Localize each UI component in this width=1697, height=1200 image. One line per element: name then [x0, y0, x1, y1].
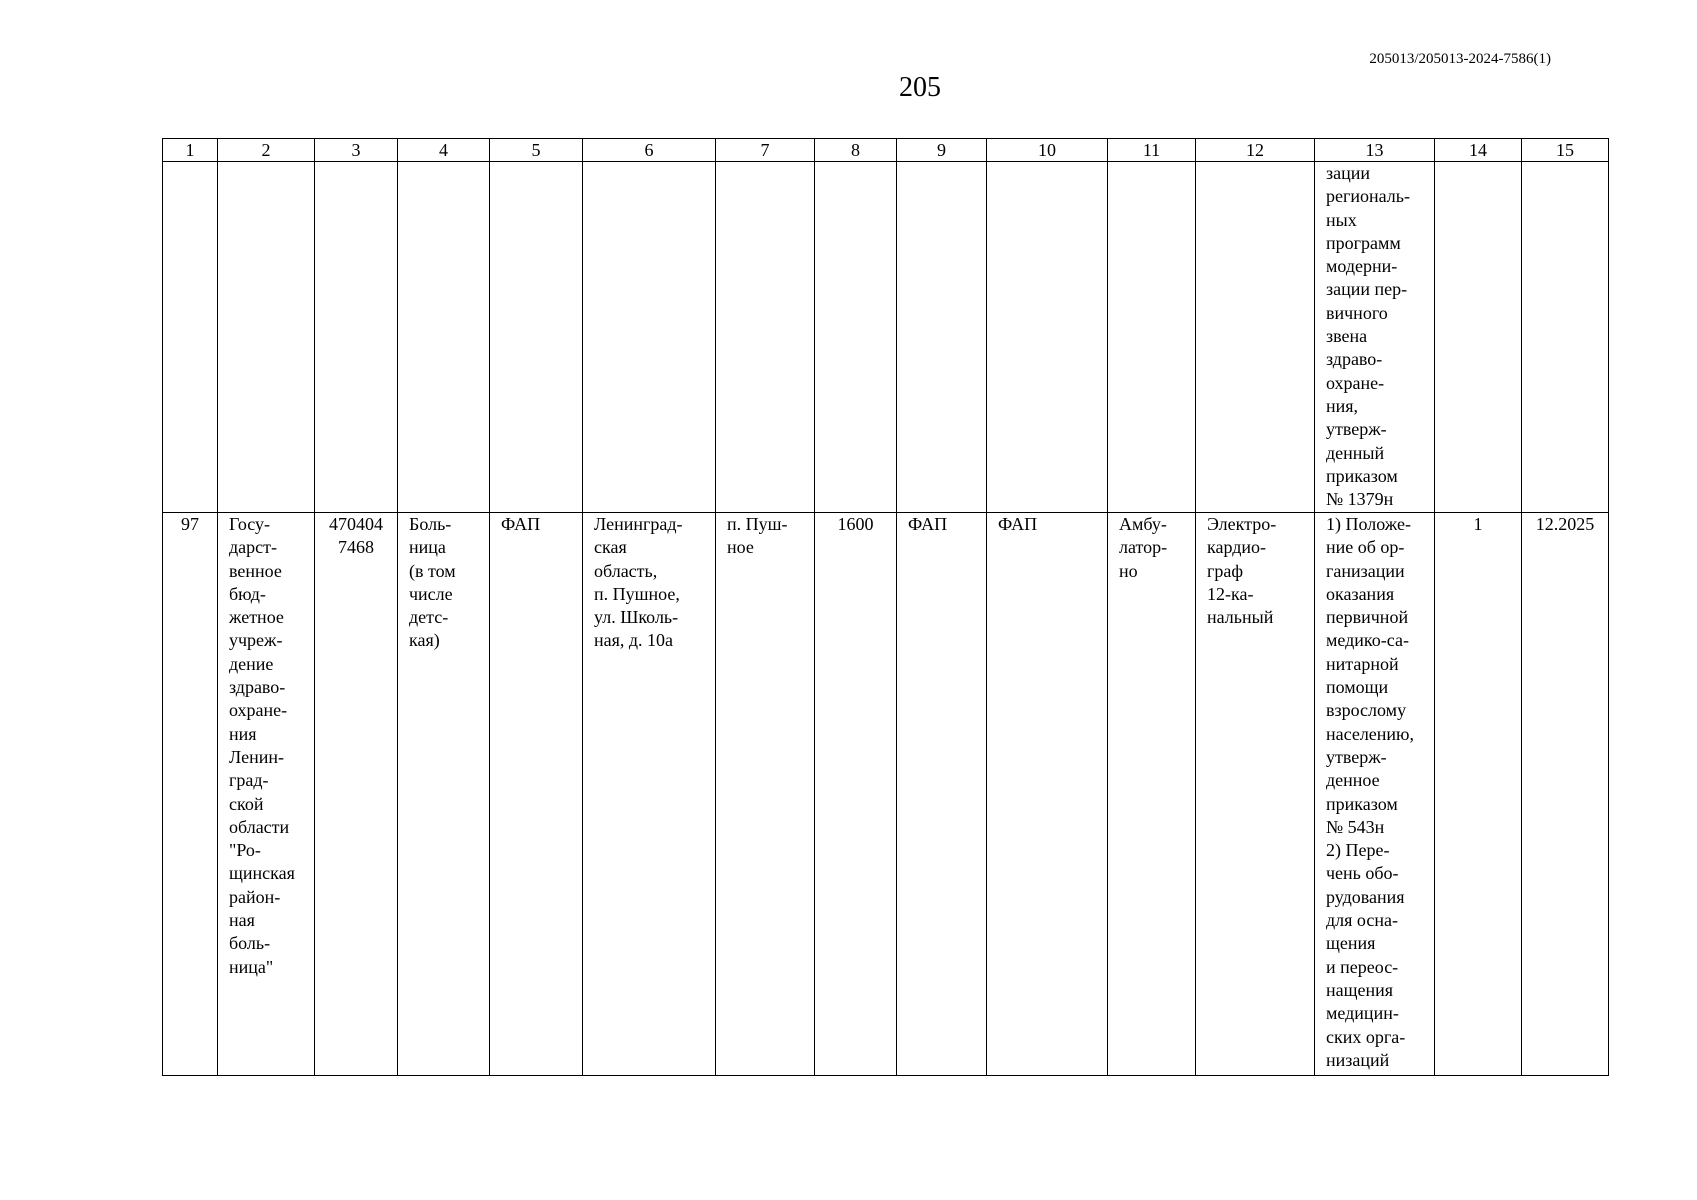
- table-cell: [1196, 162, 1315, 513]
- table-row: [163, 513, 1609, 1076]
- column-header: 11: [1108, 139, 1196, 162]
- table-cell: [163, 162, 218, 513]
- address-cell: Ленинград- ская область, п. Пушное, ул. Школь- ная, д. 10а: [583, 513, 716, 1076]
- column-number-row: [163, 139, 1609, 162]
- column-header: 9: [897, 139, 987, 162]
- column-header: 6: [583, 139, 716, 162]
- table-cell: [1522, 162, 1609, 513]
- table-cell: [218, 162, 315, 513]
- regulation-text: зации региональ- ных программ модерни- зации пер- вичного звена здраво- охране- ния, утверж- денный приказом № 1379н: [1326, 163, 1410, 510]
- facility-type: Боль- ница (в том числе детс- кая): [398, 513, 490, 1076]
- table-cell: [897, 162, 987, 513]
- table-cell: [583, 162, 716, 513]
- column-header: 1: [163, 139, 218, 162]
- equipment-name: Электро- кардио- граф 12-ка- нальный: [1196, 513, 1315, 1076]
- quantity-cell: 1: [1435, 513, 1522, 1076]
- table-cell: [987, 162, 1108, 513]
- column-header: 8: [815, 139, 897, 162]
- care-mode-cell: Амбу- латор- но: [1108, 513, 1196, 1076]
- regulation-cell: 1) Положе- ние об ор- ганизации оказания первичной медико-са- нитарной помощи взрослому населению, утверж- денное приказом № 543н 2) Пере- чень обо- рудования для осна- щения и переос- нащения медицин- ских орга- низаций: [1315, 513, 1435, 1076]
- table-cell: [1315, 162, 1435, 513]
- document-id: 205013/205013-2024-7586(1): [1369, 51, 1551, 67]
- population-cell: 1600: [815, 513, 897, 1076]
- column-header: 15: [1522, 139, 1609, 162]
- row-number: 97: [163, 513, 218, 1076]
- column-header: 3: [315, 139, 398, 162]
- column-header: 2: [218, 139, 315, 162]
- column-header: 13: [1315, 139, 1435, 162]
- table-cell: [716, 162, 815, 513]
- column-header: 4: [398, 139, 490, 162]
- date-cell: 12.2025: [1522, 513, 1609, 1076]
- table-cell: [815, 162, 897, 513]
- equipment-table: [162, 138, 1609, 1076]
- column-header: 10: [987, 139, 1108, 162]
- page-number: 205: [899, 72, 941, 103]
- table-cell: [1435, 162, 1522, 513]
- table-cell: [398, 162, 490, 513]
- table-cell: [315, 162, 398, 513]
- department-cell: ФАП: [987, 513, 1108, 1076]
- unit-type-cell: ФАП: [897, 513, 987, 1076]
- settlement-cell: п. Пуш- ное: [716, 513, 815, 1076]
- column-header: 5: [490, 139, 583, 162]
- inn-cell: 470404 7468: [315, 513, 398, 1076]
- organization-name: Госу- дарст- венное бюд- жетное учреж- дение здраво- охране- ния Ленин- град- ской области "Ро- щинская район- ная боль- ница": [218, 513, 315, 1076]
- column-header: 14: [1435, 139, 1522, 162]
- table-row-continuation: [163, 162, 1609, 513]
- unit-type: ФАП: [490, 513, 583, 1076]
- column-header: 12: [1196, 139, 1315, 162]
- table-cell: [1108, 162, 1196, 513]
- column-header: 7: [716, 139, 815, 162]
- table-cell: [490, 162, 583, 513]
